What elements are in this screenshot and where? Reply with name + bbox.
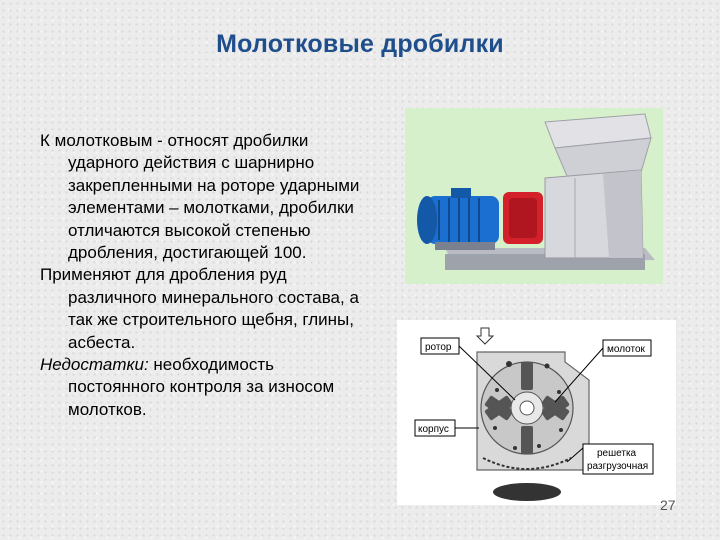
discharged-material: [493, 483, 561, 501]
motor-mount: [435, 242, 495, 250]
label-grate-line2: разгрузочная: [587, 461, 649, 472]
pulley-guard-inner: [509, 198, 537, 238]
label-hammer: молоток: [607, 344, 645, 355]
crusher-diagram-illustration: [397, 320, 676, 505]
label-housing: корпус: [418, 424, 449, 435]
motor-terminal-box: [451, 188, 471, 198]
crusher-diagram: [397, 320, 676, 505]
inlet-arrow-icon: [477, 328, 493, 344]
drawbacks-text: необходимость постоянного контроля за износом молотков.: [68, 355, 335, 419]
crusher-body-side: [603, 170, 643, 258]
electric-motor: [427, 196, 499, 244]
slide-body: [40, 130, 360, 421]
paragraph-drawbacks: [40, 354, 360, 421]
page-number: 27: [660, 497, 676, 513]
motor-endcap: [417, 196, 437, 244]
paragraph-definition: К молотковым - относят дробилки ударного действия с шарнирно закрепленными на роторе ударными элементами – молотками, дробилки отличаются высокой степенью дробления, достигающей 100.: [40, 131, 360, 263]
crusher-photo: [405, 108, 663, 284]
label-rotor: ротор: [425, 342, 452, 353]
crusher-photo-illustration: [405, 108, 663, 284]
drawbacks-label: Недостатки:: [40, 355, 149, 375]
paragraph-application: Применяют для дробления руд различного минерального состава, а так же строительного щебня, глины, асбеста.: [40, 265, 359, 352]
label-grate-line1: решетка: [597, 448, 637, 459]
slide-title: Молотковые дробилки: [216, 30, 504, 58]
rotor-shaft: [520, 401, 534, 415]
